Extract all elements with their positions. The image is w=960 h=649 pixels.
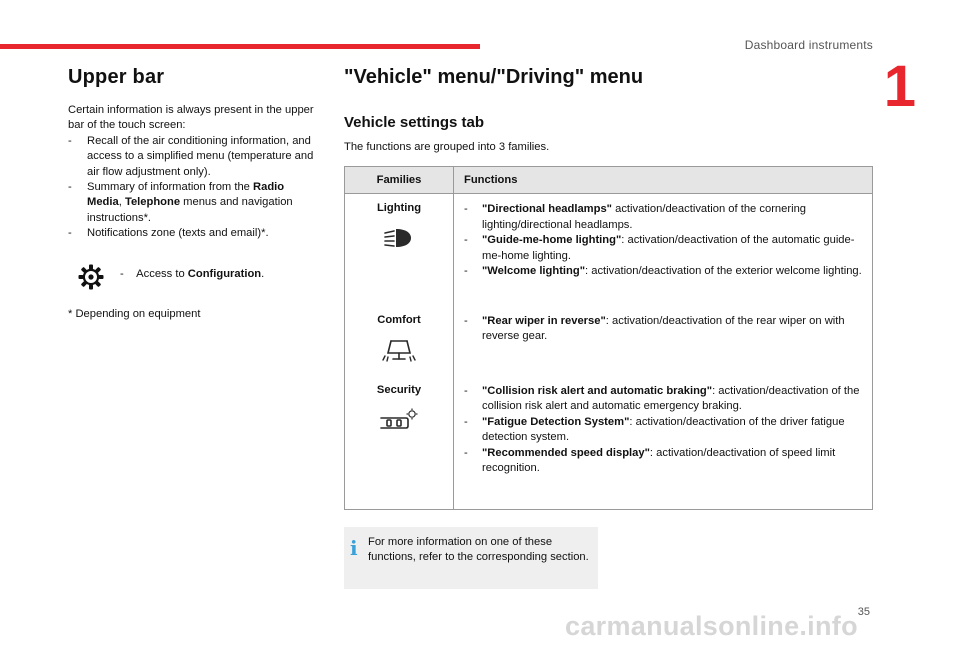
functions-cell xyxy=(454,376,873,510)
list-item: - Summary of information from the Radio Media, Telephone menus and navigation instructions*. xyxy=(68,181,293,224)
configuration-text: - Access to Configuration. xyxy=(120,267,265,280)
family-cell xyxy=(345,194,454,306)
table-header-row xyxy=(345,167,873,194)
list-item: - "Welcome lighting": activation/deactivation of the exterior welcome lighting. xyxy=(464,265,862,278)
vehicle-settings-heading: Vehicle settings tab xyxy=(344,114,485,131)
family-cell xyxy=(345,376,454,510)
vehicle-menu-heading: "Vehicle" menu/"Driving" menu xyxy=(344,66,644,88)
families-header: Families xyxy=(345,167,454,194)
car-security-icon xyxy=(379,408,419,434)
chapter-number: 1 xyxy=(883,54,916,119)
functions-cell xyxy=(454,306,873,376)
configuration-row xyxy=(68,264,320,300)
gear-icon xyxy=(78,264,104,290)
list-item: - "Rear wiper in reverse": activation/deactivation of the rear wiper on with reverse gear. xyxy=(464,314,845,343)
info-text: For more information on one of these functions, refer to the corresponding section. xyxy=(368,536,589,564)
list-item: - "Collision risk alert and automatic braking": activation/deactivation of the collision risk alert and automatic emergency braking. xyxy=(464,384,860,413)
list-item: - "Guide-me-home lighting": activation/deactivation of the automatic guide-me-home lighting. xyxy=(464,234,855,262)
functions-list xyxy=(464,202,862,280)
functions-list xyxy=(464,384,862,478)
upper-bar-list xyxy=(68,134,320,242)
vehicle-menu-section xyxy=(344,66,874,153)
footnote: * Depending on equipment xyxy=(68,307,201,320)
functions-table xyxy=(344,166,873,510)
table-row xyxy=(345,376,873,510)
header-red-bar xyxy=(0,44,480,49)
info-box xyxy=(344,527,598,589)
page-number: 35 xyxy=(857,606,870,618)
functions-header: Functions xyxy=(454,167,873,194)
upper-bar-heading: Upper bar xyxy=(68,66,165,88)
section-title: Dashboard instruments xyxy=(744,38,873,52)
list-item: - Notifications zone (texts and email)*. xyxy=(68,227,269,240)
functions-list xyxy=(464,314,862,345)
family-cell xyxy=(345,306,454,376)
family-name: Comfort xyxy=(377,313,421,326)
grouped-text: The functions are grouped into 3 families. xyxy=(344,141,550,153)
info-icon: i xyxy=(350,536,358,560)
functions-cell xyxy=(454,194,873,306)
family-name: Lighting xyxy=(376,202,422,214)
headlamp-icon xyxy=(384,226,414,250)
upper-bar-intro: Certain information is always present in the upper bar of the touch screen: xyxy=(68,104,314,132)
table-row xyxy=(345,306,873,376)
list-item: - "Directional headlamps" activation/deactivation of the cornering lighting/directional headlamps. xyxy=(464,203,807,231)
rear-wiper-icon xyxy=(382,338,416,364)
table-row xyxy=(345,194,873,306)
list-item: - "Recommended speed display": activation/deactivation of speed limit recognition. xyxy=(464,446,836,475)
list-item: - "Fatigue Detection System": activation/deactivation of the driver fatigue detection system. xyxy=(464,415,845,444)
watermark: carmanualsonline.info xyxy=(565,611,858,641)
family-name: Security xyxy=(376,383,422,396)
list-item: - Recall of the air conditioning information, and access to a simplified menu (temperature and air flow adjustment only). xyxy=(68,134,314,178)
upper-bar-section xyxy=(68,66,320,320)
